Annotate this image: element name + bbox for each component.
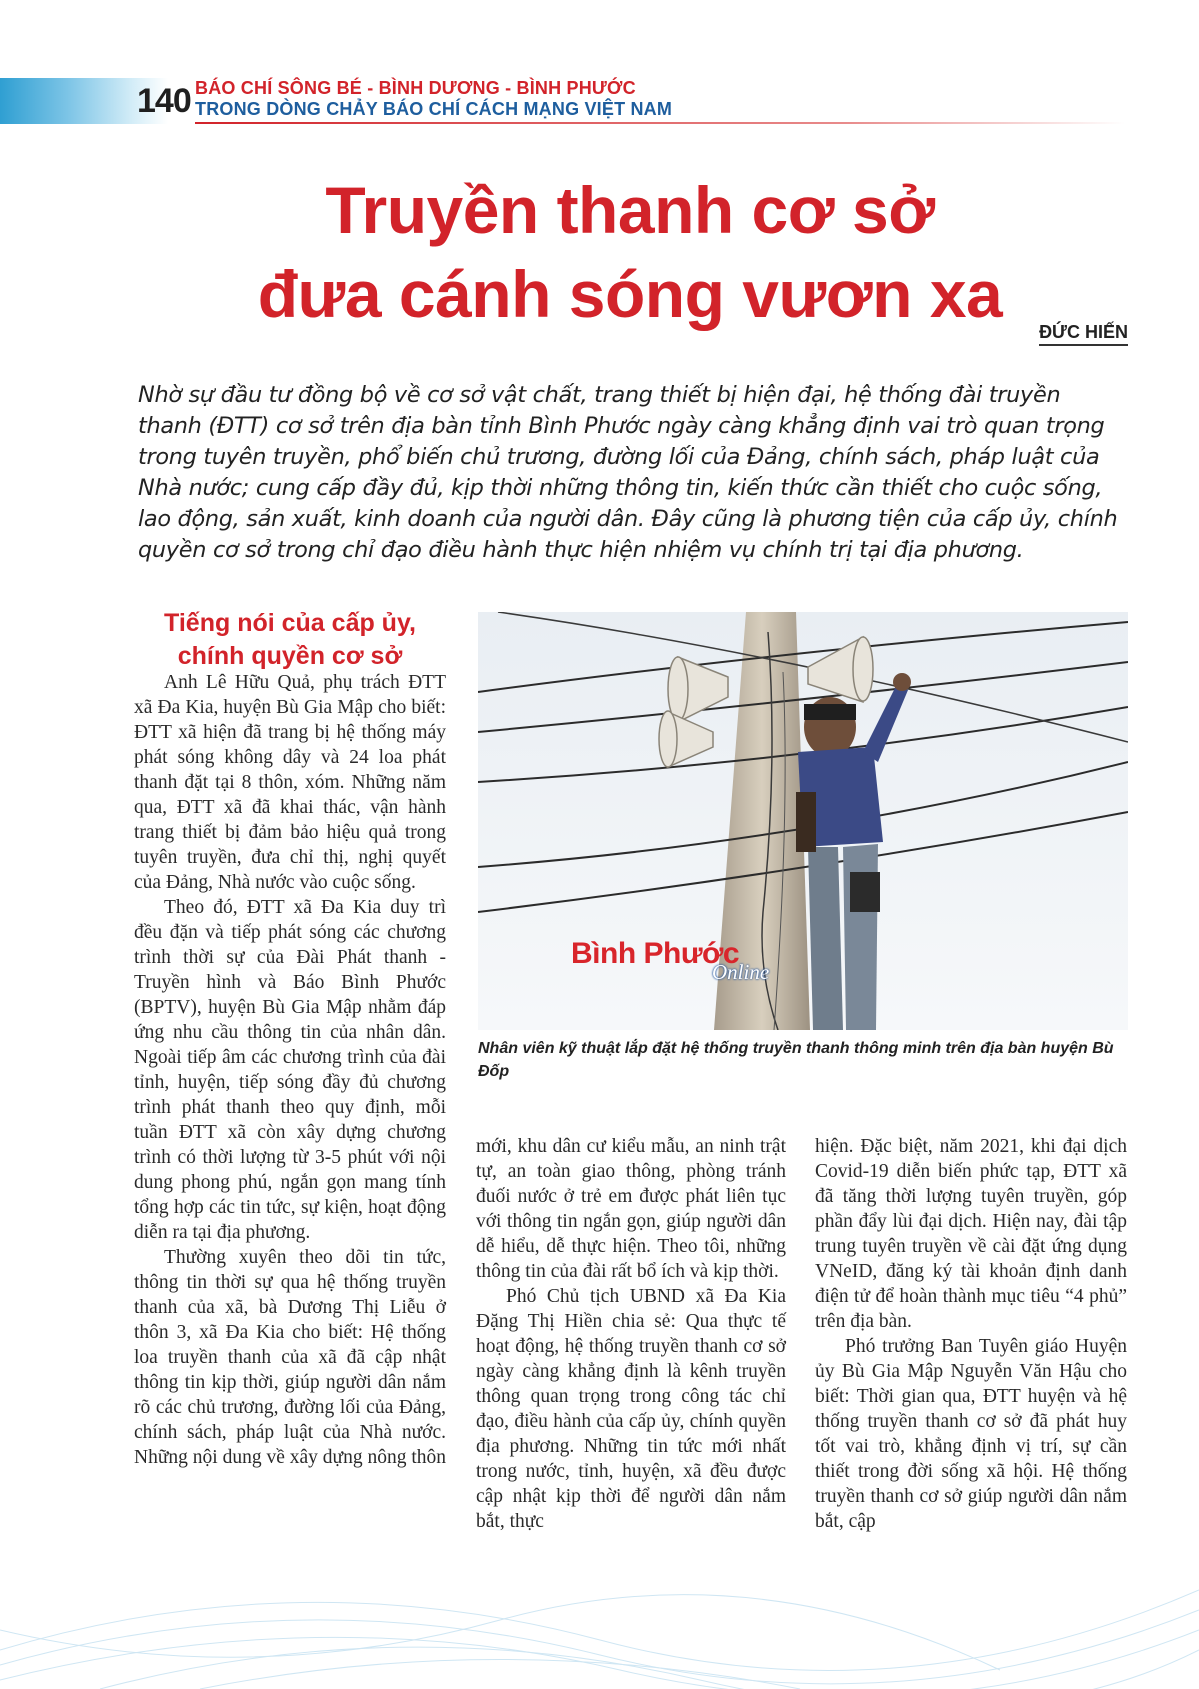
header-publication-title: BÁO CHÍ SÔNG BÉ - BÌNH DƯƠNG - BÌNH PHƯỚC	[195, 78, 636, 98]
body-paragraph: mới, khu dân cư kiểu mẫu, an ninh trật tự, an toàn giao thông, phòng tránh đuối nước ở trẻ em được phát liên tục với thông tin ngắn gọn, giúp người dân dễ hiểu, dễ thực hiện. Theo tôi, những thông tin của đài rất bổ ích và kịp thời.	[476, 1136, 786, 1282]
body-paragraph: hiện. Đặc biệt, năm 2021, khi đại dịch Covid-19 diễn biến phức tạp, ĐTT xã đã tăng thời lượng tuyên truyền, góp phần đẩy lùi đại dịch. Hiện nay, đài tập trung tuyên truyền về cài đặt ứng dụng VNeID, đăng ký tài khoản định danh điện tử để hoàn thành mục tiêu “4 phủ” trên địa bàn.	[815, 1136, 1127, 1332]
article-title	[150, 168, 1110, 336]
body-column-2	[476, 1134, 786, 1534]
header-divider	[195, 122, 1125, 124]
article-title-line2: đưa cánh sóng vươn xa	[257, 257, 1003, 331]
article-photo	[478, 612, 1128, 1030]
page-number: 140	[137, 82, 191, 120]
body-paragraph: Thường xuyên theo dõi tin tức, thông tin thời sự qua hệ thống truyền thanh của xã, bà Dương Thị Liễu ở thôn 3, xã Đa Kia cho biết: Hệ thống loa truyền thanh của xã đã cập nhật thông tin kịp thời, giúp người dân nắm rõ các chủ trương, đường lối của Đảng, chính sách, pháp luật của Nhà nước. Những nội dung về xây dựng nông thôn	[134, 1247, 446, 1468]
body-column-3	[815, 1134, 1127, 1534]
article-title-line1: Truyền thanh cơ sở	[325, 173, 935, 247]
body-paragraph: Phó trưởng Ban Tuyên giáo Huyện ủy Bù Gia Mập Nguyễn Văn Hậu cho biết: Thời gian qua, ĐTT huyện và hệ thống truyền thanh cơ sở đã phát huy tốt vai trò, khẳng định vị trí, sự cần thiết trong đời sống xã hội. Hệ thống truyền thanh cơ sở giúp người dân nắm bắt, cập	[815, 1336, 1127, 1532]
photo-caption: Nhân viên kỹ thuật lắp đặt hệ thống truyền thanh thông minh trên địa bàn huyện Bù Đốp	[478, 1040, 1114, 1080]
article-lead: Nhờ sự đầu tư đồng bộ về cơ sở vật chất, trang thiết bị hiện đại, hệ thống đài truyền thanh (ĐTT) cơ sở trên địa bàn tỉnh Bình Phước ngày càng khẳng định vai trò quan trọng trong tuyên truyền, phổ biến chủ trương, đường lối của Đảng, chính sách, pháp luật của Nhà nước; cung cấp đầy đủ, kịp thời những thông tin, kiến thức cần thiết cho cuộc sống, lao động, sản xuất, kinh doanh của người dân. Đây cũng là phương tiện của cấp ủy, chính quyền cơ sở trong chỉ đạo điều hành thực hiện nhiệm vụ chính trị tại địa phương.	[138, 382, 1118, 563]
section-heading-line2: chính quyền cơ sở	[177, 642, 403, 670]
body-paragraph: Phó Chủ tịch UBND xã Đa Kia Đặng Thị Hiền chia sẻ: Qua thực tế hoạt động, hệ thống truyền thanh cơ sở ngày càng khẳng định là kênh truyền thông quan trọng trong công tác chỉ đạo, điều hành của cấp ủy, chính quyền địa phương. Những tin tức mới nhất trong nước, tỉnh, huyện, xã đều được cập nhật kịp thời để người dân nắm bắt, thực	[476, 1286, 786, 1532]
body-paragraph: Theo đó, ĐTT xã Đa Kia duy trì đều đặn và tiếp phát sóng các chương trình thời sự của Đài Phát thanh - Truyền hình và Báo Bình Phước (BPTV), huyện Bù Gia Mập nhằm đáp ứng nhu cầu thông tin của nhân dân. Ngoài tiếp âm các chương trình của đài tỉnh, huyện, tiếp sóng đầy đủ chương trình phát thanh theo quy định, mỗi tuần ĐTT xã còn xây dựng chương trình có thời lượng từ 3-5 phút với nội dung phong phú, ngắn gọn mang tính tổng hợp các tin tức, sự kiện, hoạt động diễn ra tại địa phương.	[134, 897, 446, 1243]
header-publication-subtitle: TRONG DÒNG CHẢY BÁO CHÍ CÁCH MẠNG VIỆT NAM	[195, 99, 673, 119]
section-heading-line1: Tiếng nói của cấp ủy,	[164, 609, 416, 637]
body-paragraph: Anh Lê Hữu Quả, phụ trách ĐTT xã Đa Kia, huyện Bù Gia Mập cho biết: ĐTT xã hiện đã trang bị hệ thống máy phát sóng không dây và 24 loa phát thanh đặt tại 8 thôn, xóm. Những năm qua, ĐTT xã đã khai thác, vận hành trang thiết bị đảm bảo hiệu quả trong tuyên truyền, đưa chỉ thị, nghị quyết của Đảng, Nhà nước vào cuộc sống.	[134, 672, 446, 893]
photo-watermark: Bình Phước	[571, 937, 740, 970]
photo-watermark-sub: Online	[712, 960, 770, 984]
body-column-1	[134, 670, 446, 1470]
section-heading	[134, 607, 446, 673]
footer-decoration	[0, 1500, 1199, 1689]
article-author: ĐỨC HIẾN	[1039, 322, 1128, 346]
